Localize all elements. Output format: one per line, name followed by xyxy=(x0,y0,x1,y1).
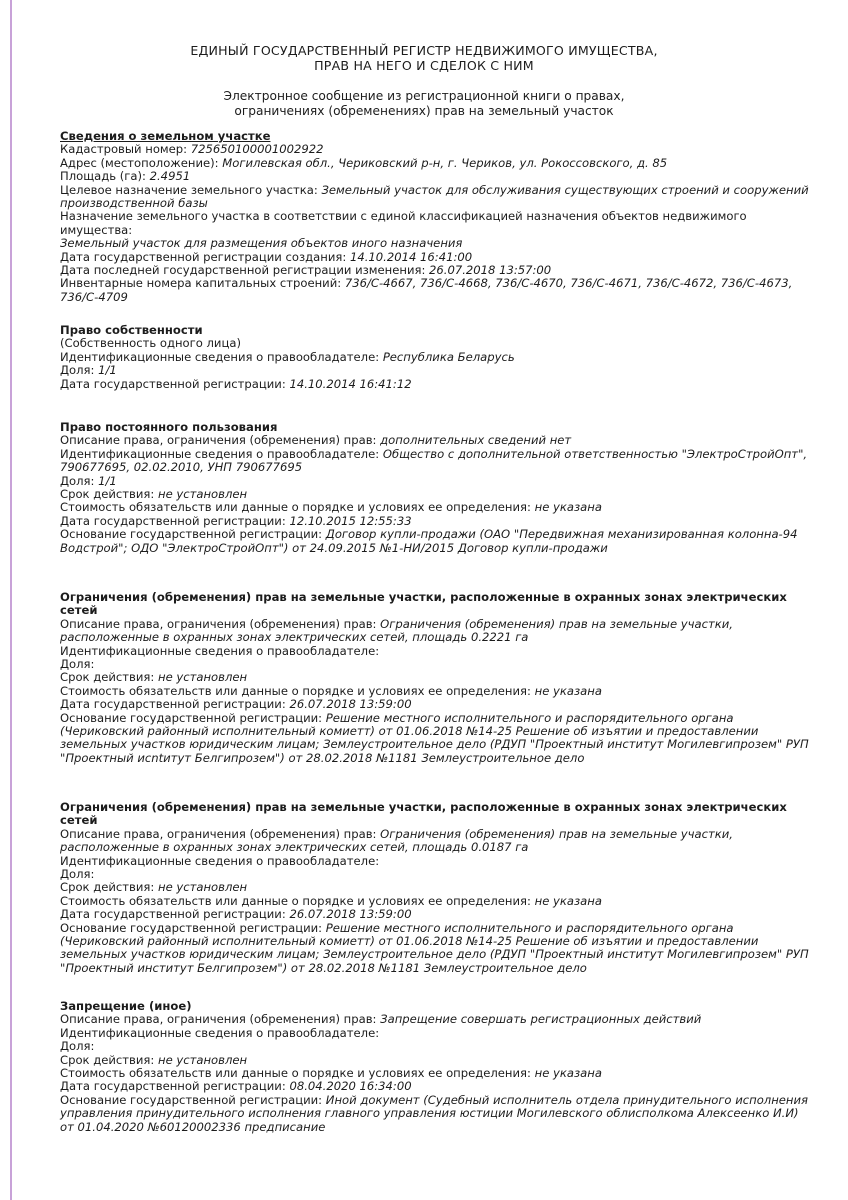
share-row: Доля: 1/1 xyxy=(60,473,117,488)
message-subtitle-line1: Электронное сообщение из регистрационной книги о правах, xyxy=(223,89,625,103)
cost-row: Стоимость обязательств или данные о порядке и условиях ее определения: не указана xyxy=(60,683,602,698)
share-row: Доля: xyxy=(60,657,95,672)
registration-date-row: Дата государственной регистрации: 14.10.2014 16:41:12 xyxy=(60,376,412,391)
permanent-use-section xyxy=(60,421,812,555)
register-title-line2: ПРАВ НА НЕГО И СДЕЛОК С НИМ xyxy=(314,58,534,73)
section-title: Запрещение (иное) xyxy=(60,999,192,1013)
cadastral-number-row: Кадастровый номер: 725650100001002922 xyxy=(60,142,324,157)
term-row: Срок действия: не установлен xyxy=(60,1052,248,1067)
basis-row: Основание государственной регистрации: Иной документ (Судебный исполнитель отдела принудительного исполнения управления принудительного исполнения главного управления юстиции Могилевского облисполкома Алексеенко И.И) от 01.04.2020 №60120002336 предписание xyxy=(60,1092,809,1134)
register-title-line1: ЕДИНЫЙ ГОСУДАРСТВЕННЫЙ РЕГИСТР НЕДВИЖИМОГО ИМУЩЕСТВА, xyxy=(190,43,658,58)
inventory-numbers-row: Инвентарные номера капитальных строений: 736/С-4667, 736/С-4668, 736/С-4670, 736/С-4671, 736/С-4672, 736/С-4673, 736/С-4709 xyxy=(60,276,793,304)
purpose-row: Целевое назначение земельного участка: Земельный участок для обслуживания существующих строений и сооружений производственной базы xyxy=(60,182,809,211)
holder-row: Идентификационные сведения о правообладателе: xyxy=(60,643,380,658)
share-row: Доля: xyxy=(60,867,95,882)
change-date-row: Дата последней государственной регистрации изменения: 26.07.2018 13:57:00 xyxy=(60,263,552,278)
land-plot-section xyxy=(60,130,812,304)
address-row: Адрес (местоположение): Могилевская обл., Чериковский р-н, г. Чериков, ул. Рокоссовского, д. 85 xyxy=(60,155,668,170)
registration-date-row: Дата государственной регистрации: 26.07.2018 13:59:00 xyxy=(60,907,412,922)
creation-date-row: Дата государственной регистрации создания: 14.10.2014 16:41:00 xyxy=(60,249,473,264)
description-row: Описание права, ограничения (обременения) прав: Ограничения (обременения) прав на земельные участки, расположенные в охранных зонах электрических сетей, площадь 0.2221 га xyxy=(60,616,733,645)
cost-row: Стоимость обязательств или данные о порядке и условиях ее определения: не указана xyxy=(60,1066,602,1081)
section-title: Ограничения (обременения) прав на земельные участки, расположенные в охранных зонах электрических сетей xyxy=(60,590,787,618)
page-margin-line xyxy=(10,0,12,1200)
description-row: Описание права, ограничения (обременения) прав: дополнительных сведений нет xyxy=(60,433,572,448)
holder-row: Идентификационные сведения о правообладателе: Республика Беларусь xyxy=(60,349,515,364)
restriction-section-2 xyxy=(60,801,812,975)
ownership-section xyxy=(60,324,812,391)
term-row: Срок действия: не установлен xyxy=(60,880,248,895)
registration-date-row: Дата государственной регистрации: 12.10.2015 12:55:33 xyxy=(60,513,412,528)
registration-date-row: Дата государственной регистрации: 08.04.2020 16:34:00 xyxy=(60,1079,412,1094)
description-row: Описание права, ограничения (обременения) прав: Ограничения (обременения) прав на земельные участки, расположенные в охранных зонах электрических сетей, площадь 0.0187 га xyxy=(60,826,733,855)
ownership-kind: (Собственность одного лица) xyxy=(60,336,241,351)
share-row: Доля: xyxy=(60,1039,95,1054)
basis-row: Основание государственной регистрации: Решение местного исполнительного и распорядительного органа (Чериковский районный исполнительный комиетт) от 01.06.2018 №14-25 Решение об изъятии и предоставлении земельных участков юридическим лицам; Землеустроительное дело (РДУП "Проектный институт Могилевгипрозем" РУП "Проектный исntитут Белгипрозем") от 28.02.2018 №1181 Землеустроительное дело xyxy=(60,710,809,765)
area-row: Площадь (га): 2.4951 xyxy=(60,169,191,184)
prohibition-section xyxy=(60,1000,812,1134)
term-row: Срок действия: не установлен xyxy=(60,670,248,685)
section-title: Право собственности xyxy=(60,323,203,337)
section-title: Право постоянного пользования xyxy=(60,420,278,434)
cost-row: Стоимость обязательств или данные о порядке и условиях ее определения: не указана xyxy=(60,500,602,515)
classification-row: Назначение земельного участка в соответствии с единой классификацией назначения объектов недвижимого имущества: Земельный участок для размещения объектов иного назначения xyxy=(60,209,747,251)
holder-row: Идентификационные сведения о правообладателе: Общество с дополнительной ответственностью "ЭлектроСтройОпт", 790677695, 02.02.2010, УНП 790677695 xyxy=(60,446,808,475)
term-row: Срок действия: не установлен xyxy=(60,487,248,502)
message-subtitle-line2: ограничениях (обременениях) прав на земельный участок xyxy=(234,103,614,118)
basis-row: Основание государственной регистрации: Решение местного исполнительного и распорядительного органа (Чериковский районный исполнительный комиетт) от 01.06.2018 №14-25 Решение об изъятии и предоставлении земельных участков юридическим лицам; Землеустроительное дело (РДУП "Проектный институт Могилевгипрозем" РУП "Проектный институт Белгипрозем") от 28.02.2018 №1181 Землеустроительное дело xyxy=(60,920,809,975)
description-row: Описание права, ограничения (обременения) прав: Запрещение совершать регистрационных действий xyxy=(60,1012,702,1027)
holder-row: Идентификационные сведения о правообладателе: xyxy=(60,1025,380,1040)
restriction-section-1 xyxy=(60,591,812,765)
document-header xyxy=(0,43,848,118)
holder-row: Идентификационные сведения о правообладателе: xyxy=(60,853,380,868)
share-row: Доля: 1/1 xyxy=(60,363,117,378)
section-title: Сведения о земельном участке xyxy=(60,129,271,143)
section-title: Ограничения (обременения) прав на земельные участки, расположенные в охранных зонах электрических сетей xyxy=(60,800,787,828)
registration-date-row: Дата государственной регистрации: 26.07.2018 13:59:00 xyxy=(60,697,412,712)
cost-row: Стоимость обязательств или данные о порядке и условиях ее определения: не указана xyxy=(60,893,602,908)
basis-row: Основание государственной регистрации: Договор купли-продажи (ОАО "Передвижная механизированная колонна-94 Водстрой"; ОДО "ЭлектроСтройОпт") от 24.09.2015 №1-НИ/2015 Договор купли-продажи xyxy=(60,527,798,555)
